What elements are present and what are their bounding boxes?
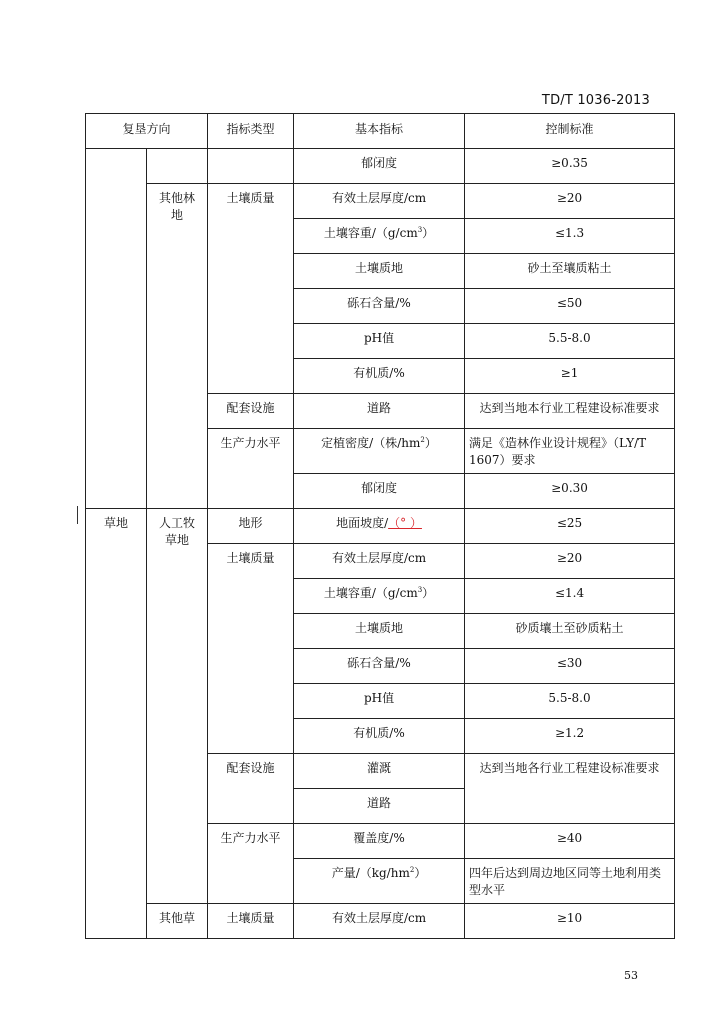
type-cell-facility: 配套设施 — [208, 394, 294, 429]
type-cell-productivity: 生产力水平 — [208, 824, 294, 904]
indicator-cell: 有机质/% — [294, 719, 465, 754]
standard-cell: 5.5-8.0 — [465, 324, 675, 359]
indicator-cell: 郁闭度 — [294, 149, 465, 184]
standard-cell: ≤50 — [465, 289, 675, 324]
standard-cell: ≥20 — [465, 544, 675, 579]
standard-cell: ≤1.4 — [465, 579, 675, 614]
indicator-cell: 土壤质地 — [294, 254, 465, 289]
standard-cell: ≥40 — [465, 824, 675, 859]
table-header-row — [86, 114, 675, 149]
type-cell-soil: 土壤质量 — [208, 904, 294, 939]
indicator-cell: 地面坡度/（° ） — [294, 509, 465, 544]
table-row — [86, 509, 675, 544]
table-row — [86, 149, 675, 184]
indicator-cell: pH值 — [294, 324, 465, 359]
table-row — [86, 184, 675, 219]
standard-cell: 达到当地本行业工程建设标准要求 — [465, 394, 675, 429]
type-cell-soil: 土壤质量 — [208, 184, 294, 394]
category-cell-other-forest: 其他林地 — [147, 184, 208, 509]
type-cell-empty — [208, 149, 294, 184]
indicator-table — [85, 113, 675, 939]
header-indicator: 基本指标 — [294, 114, 465, 149]
indicator-cell: 土壤质地 — [294, 614, 465, 649]
indicator-cell: 覆盖度/% — [294, 824, 465, 859]
type-cell-productivity: 生产力水平 — [208, 429, 294, 509]
standard-cell: ≥0.35 — [465, 149, 675, 184]
indicator-cell: 定植密度/（株$/hm^2$） — [294, 429, 465, 474]
direction-cell-grass: 草地 — [86, 509, 147, 939]
indicator-cell: 有效土层厚度/cm — [294, 904, 465, 939]
standard-cell: 满足《造林作业设计规程》（LY/T 1607）要求 — [465, 429, 675, 474]
indicator-cell: 产量$/(kg/hm^2)$ — [294, 859, 465, 904]
type-cell-terrain: 地形 — [208, 509, 294, 544]
standard-cell: ≥10 — [465, 904, 675, 939]
standard-cell: ≥1.2 — [465, 719, 675, 754]
category-cell-other-grass: 其他草 — [147, 904, 208, 939]
standard-cell: 四年后达到周边地区同等土地利用类型水平 — [465, 859, 675, 904]
standard-cell: 砂土至壤质粘土 — [465, 254, 675, 289]
indicator-cell: 道路 — [294, 789, 465, 824]
indicator-cell: 有效土层厚度/cm — [294, 184, 465, 219]
standard-cell: ≤1.3 — [465, 219, 675, 254]
standard-cell: ≤25 — [465, 509, 675, 544]
category-cell-empty — [147, 149, 208, 184]
direction-cell-forest-cont — [86, 149, 147, 509]
header-standard: 控制标准 — [465, 114, 675, 149]
indicator-cell: 砾石含量/% — [294, 289, 465, 324]
type-cell-facility: 配套设施 — [208, 754, 294, 824]
indicator-cell: 有机质/% — [294, 359, 465, 394]
header-type: 指标类型 — [208, 114, 294, 149]
standard-cell: 达到当地各行业工程建设标准要求 — [465, 754, 675, 824]
indicator-cell: 灌溉 — [294, 754, 465, 789]
standard-cell: ≥0.30 — [465, 474, 675, 509]
standard-cell: ≥20 — [465, 184, 675, 219]
standard-code: TD/T 1036-2013 — [541, 93, 650, 108]
indicator-cell: 土壤容重$/(g/cm^3)$ — [294, 219, 465, 254]
page-number: 53 — [624, 969, 638, 982]
indicator-cell: 郁闭度 — [294, 474, 465, 509]
indicator-cell: 有效土层厚度/cm — [294, 544, 465, 579]
table-row — [86, 904, 675, 939]
category-cell-artificial-pasture: 人工牧草地 — [147, 509, 208, 904]
standard-cell: 砂质壤土至砂质粘土 — [465, 614, 675, 649]
indicator-cell: pH值 — [294, 684, 465, 719]
revision-bar — [77, 506, 78, 524]
standard-cell: ≤30 — [465, 649, 675, 684]
type-cell-soil: 土壤质量 — [208, 544, 294, 754]
indicator-cell: 道路 — [294, 394, 465, 429]
header-direction: 复垦方向 — [86, 114, 208, 149]
indicator-cell: 砾石含量/% — [294, 649, 465, 684]
standard-cell: ≥1 — [465, 359, 675, 394]
standard-cell: 5.5-8.0 — [465, 684, 675, 719]
indicator-cell: 土壤容重$/(g/cm^3)$ — [294, 579, 465, 614]
